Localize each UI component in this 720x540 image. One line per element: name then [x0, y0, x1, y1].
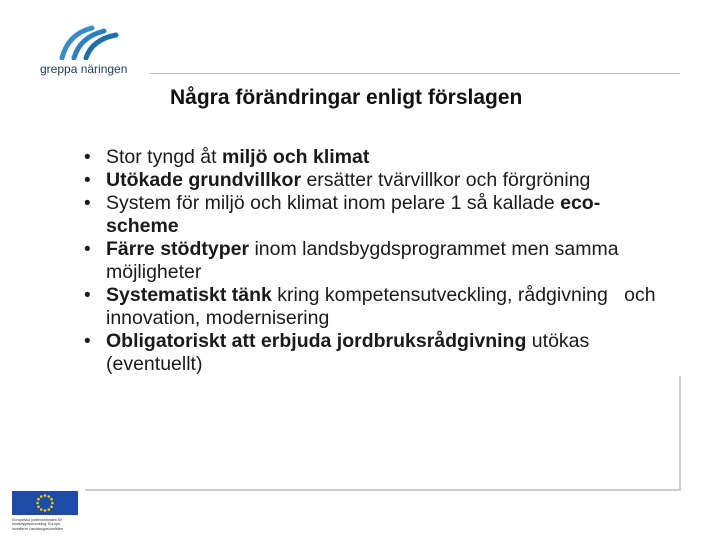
- bullet-bold-text: eco-scheme: [106, 192, 601, 237]
- bullet-item: [82, 238, 672, 284]
- bullet-item: [82, 284, 672, 330]
- bullet-bold-text: Systematiskt tänk: [106, 284, 272, 306]
- bullet-item: [82, 169, 672, 192]
- header-divider: [150, 73, 680, 74]
- bullet-bold-text: Färre stödtyper: [106, 238, 250, 260]
- bullet-bold-text: Utökade grundvillkor: [106, 169, 302, 191]
- greppa-swoosh-icon: [58, 24, 120, 60]
- bullet-text: kring kompetensutveckling, rådgivning och innovation, modernisering: [106, 284, 661, 329]
- eu-flag-icon: [12, 491, 78, 515]
- bullet-text: System för miljö och klimat inom pelare 1 så kallade: [106, 192, 561, 214]
- eu-funding-text: [12, 518, 80, 531]
- bullet-dot: •: [84, 147, 91, 168]
- eu-text-line: landsbygdsutveckling: Europa: [12, 522, 60, 527]
- eu-text-line: Europeiska jordbruksfonden för: [12, 518, 62, 522]
- bullet-bold-text: Obligatoriskt att erbjuda jordbruksrådgivning: [106, 330, 527, 352]
- bullet-item: [82, 146, 672, 169]
- bullet-dot: •: [84, 239, 91, 260]
- bullet-text: inom landsbygdsprogrammet men samma möjligheter: [106, 238, 619, 283]
- bullet-text: ersätter tvärvillkor och förgröning: [301, 169, 591, 191]
- content-frame: [85, 376, 681, 491]
- bullet-text: Stor tyngd åt: [106, 146, 222, 168]
- bullet-item: [82, 192, 672, 238]
- bullet-bold-text: miljö och klimat: [221, 146, 370, 168]
- bullet-list: [82, 146, 672, 376]
- logo-text: greppa näringen: [40, 62, 128, 76]
- greppa-naringen-logo: [38, 24, 148, 84]
- eu-funding-block: [12, 491, 80, 536]
- bullet-dot: •: [84, 331, 91, 352]
- bullet-item: [82, 330, 672, 376]
- bullet-dot: •: [84, 285, 91, 306]
- bullet-dot: •: [84, 193, 91, 214]
- eu-text-line: investerar i landsbygdsområden: [12, 526, 63, 531]
- slide-title: Några förändringar enligt förslagen: [170, 86, 523, 109]
- bullet-dot: •: [84, 170, 91, 191]
- bullet-text: utökas (eventuellt): [106, 330, 590, 375]
